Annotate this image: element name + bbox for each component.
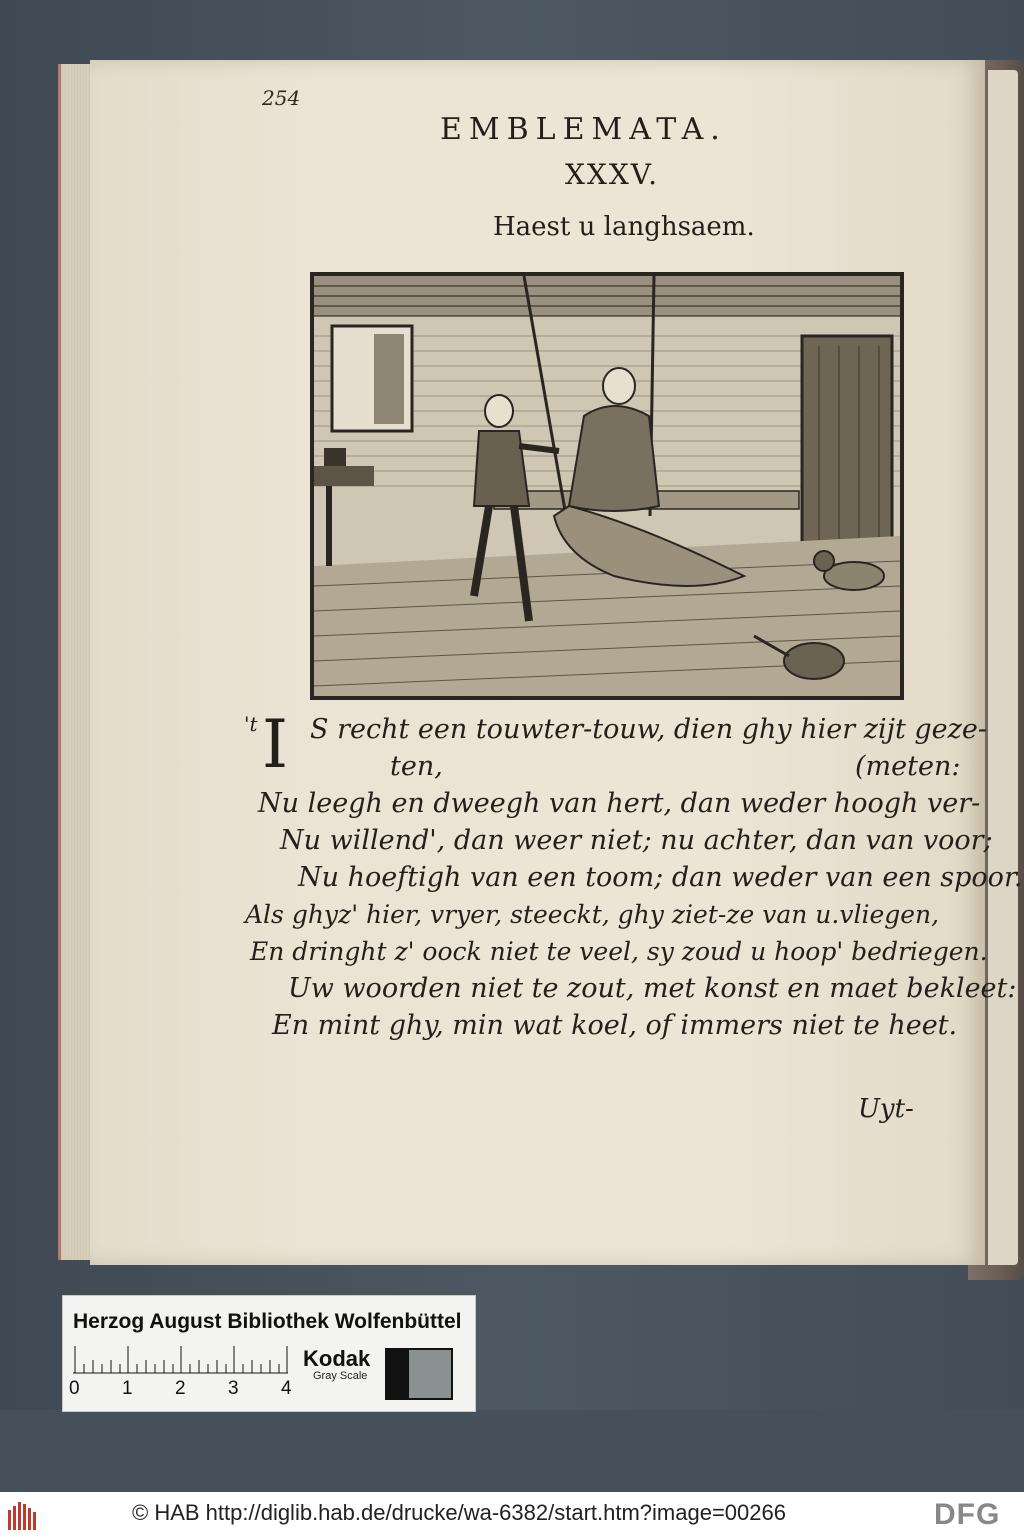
verse-line: Nu leegh en dweegh van hert, dan weder hoogh ver- <box>258 788 981 819</box>
verse-line: En mint ghy, min wat koel, of immers niet te heet. <box>272 1010 958 1041</box>
library-name: Herzog August Bibliothek Wolfenbüttel <box>73 1310 462 1333</box>
verse-line: S recht een touwter-touw, dien ghy hier zijt geze- <box>310 714 987 745</box>
next-page-edge <box>988 70 1018 1265</box>
dfg-logo: DFG <box>934 1498 1001 1531</box>
drop-capital: I <box>262 706 289 783</box>
color-target-card <box>62 1295 476 1412</box>
running-title: EMBLEMATA. <box>440 112 727 147</box>
ruler-number: 3 <box>228 1378 239 1399</box>
verse-apostrophe: 't <box>244 712 258 736</box>
ruler-number: 4 <box>281 1378 292 1399</box>
ruler-number: 2 <box>175 1378 186 1399</box>
verse-line: (meten: <box>855 751 961 782</box>
verse-line: Nu hoeftigh van een toom; dan weder van een spoor. <box>298 862 1023 893</box>
viewer-footer <box>0 1492 1024 1538</box>
hab-logo-icon <box>8 1502 38 1530</box>
kodak-brand: Kodak <box>303 1346 371 1371</box>
copyright-link[interactable]: © HAB http://diglib.hab.de/drucke/wa-6382/start.htm?image=00266 <box>132 1500 786 1525</box>
verse-line: Uw woorden niet te zout, met konst en maet bekleet: <box>288 973 1017 1004</box>
ruler-number: 1 <box>122 1378 133 1399</box>
engraving-illustration <box>314 276 900 696</box>
black-swatch <box>385 1348 407 1400</box>
verse-line: En dringht z' oock niet te veel, sy zoud u hoop' bedriegen. <box>250 937 988 966</box>
verse-line: Als ghyz' hier, vryer, steeckt, ghy ziet-ze van u.vliegen, <box>245 900 940 929</box>
ruler-number: 0 <box>69 1378 80 1399</box>
emblem-numeral: XXXV. <box>565 158 660 191</box>
emblem-motto: Haest u langhsaem. <box>493 212 755 242</box>
verse-line: ten, <box>390 751 443 782</box>
ruler-scale <box>73 1346 288 1374</box>
catchword: Uyt- <box>858 1094 914 1124</box>
emblem-engraving <box>310 272 904 700</box>
gray-scale-label: Gray Scale <box>313 1370 368 1382</box>
gray-swatch <box>407 1348 453 1400</box>
folio-number: 254 <box>262 86 301 110</box>
verse-line: Nu willend', dan weer niet; nu achter, dan van voor; <box>280 825 993 856</box>
